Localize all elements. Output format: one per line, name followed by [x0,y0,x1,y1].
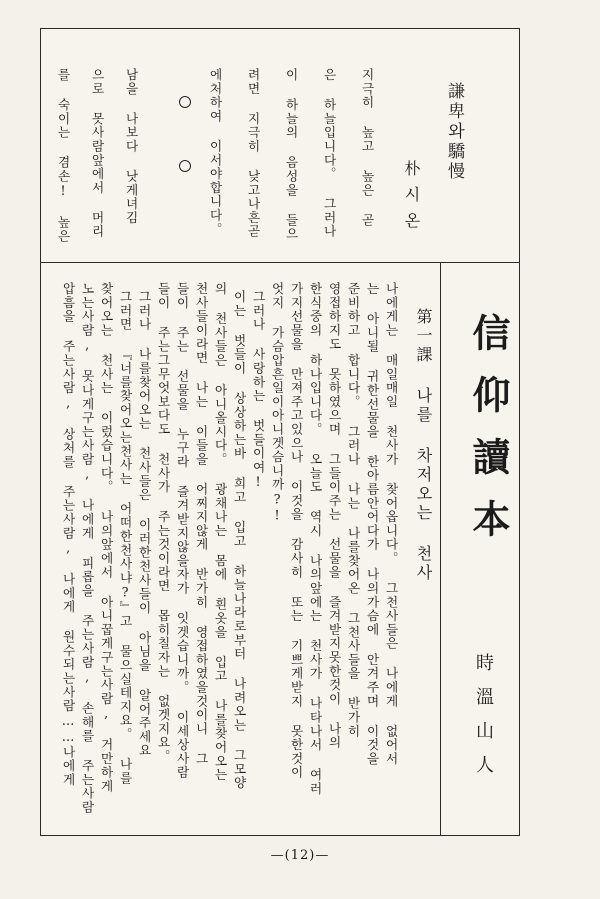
essay-line: 려면 지극히 낮고나흔곧 [245,68,261,239]
lesson-line: 의 천사들은 아니올시다。 광채나는 몸에 흰옷을 입고 나를찾어오는 [212,282,228,782]
lesson-line: 노는사람, 못나게구는사람, 나에게 피롭을 주는사람, 손해를 주는사람 [79,282,95,815]
essay-line: 에처하여 이서야합니다。 [207,68,223,236]
lesson-line: 가지선물을 만져주고있으나 이것을 감사히 또는 기쁘게받지 못한것이 [288,282,304,780]
essay-line: 남을 나보다 낫게녀김 [123,68,139,225]
essay-line: 으로 못사람앞에서 머리 [89,68,105,239]
essay-title: 謙卑와驕慢 [444,82,464,182]
lesson-line: 나에게는 매일매일 천사가 찾어옵니다。 그천사들은 나에게 없어서 [383,282,399,766]
title-box [441,263,520,836]
essay-line: 를 숙이는 겸손! 높은 [55,68,71,244]
essay-line: 은 하늘입니다。 그러나 [321,68,337,239]
book-title: 信仰讀本 [466,313,511,561]
lesson-line: 는 아니될 귀한선물을 한아름안어다가 나의가슴에 안겨주며 이것을 [364,282,380,766]
lesson-line: 찾어오는 천사는 이렀습니다。 나의앞에서 아니꿉게구는사람, 거만하게 [98,282,114,794]
essay-line: 지극히 높고 높은 곧 [359,68,375,227]
lesson-line: 영접하지도 못하였으며 그들이주는 선물을 즐겨받지못한것이 나의 [326,282,342,750]
lesson-line: 천사들이라면 나는 이들을 어찌지않게 반가히 영접하였을것이니 그 [193,282,209,766]
circle-mark [179,160,191,172]
lesson-line: 그러면 『너를찾어오는천사는 어떠한천사냐?』고 물으실테지요。 나를 [117,290,133,785]
lesson-line: 한식중의 하나입니다。 오늘도 역시 나의앞에는 천사가 나타나서 여러 [307,282,323,796]
page-number: —(12)— [270,848,330,863]
lesson-line: 준비하고 합니다。 그러나 나는 나를찾어온 그천사들을 반가히 [345,282,361,738]
lesson-line: 그러나 나를찾어오는 천사들은 이러한천사들이 아님을 알어주세요 [136,290,152,758]
lesson-heading: 第一課 나를 차저오는 천사 [414,308,433,583]
essay-line: 이 하늘의 음성을 들으 [283,68,299,241]
lesson-line: 엇지 가슴압흔일이아니겟슴니까?! [269,282,285,524]
lesson-line: 압흠을 주는사람, 상처를 주는사람, 나에게 원수되는사람……나에게 [60,282,76,787]
circle-mark [179,96,191,108]
lesson-line: 그러나 사랑하는 벗들이여! [250,290,266,491]
lesson-line: 이는 벗들이 상상하는바 희고 입고 하늘나라로부터 나려오는 그모양 [231,290,247,790]
essay-author: 朴시온 [402,160,421,238]
book-author: 時溫山人 [473,653,494,789]
lesson-line: 들이 주는그무엇보다도 천사가 주는것이라면 몹히칠자는 없겟지요。 [155,282,171,764]
lesson-line: 들이 주는 선물을 누구라 즐겨받지않을자가 잇겟습니까。 이세상사람 [174,282,190,780]
